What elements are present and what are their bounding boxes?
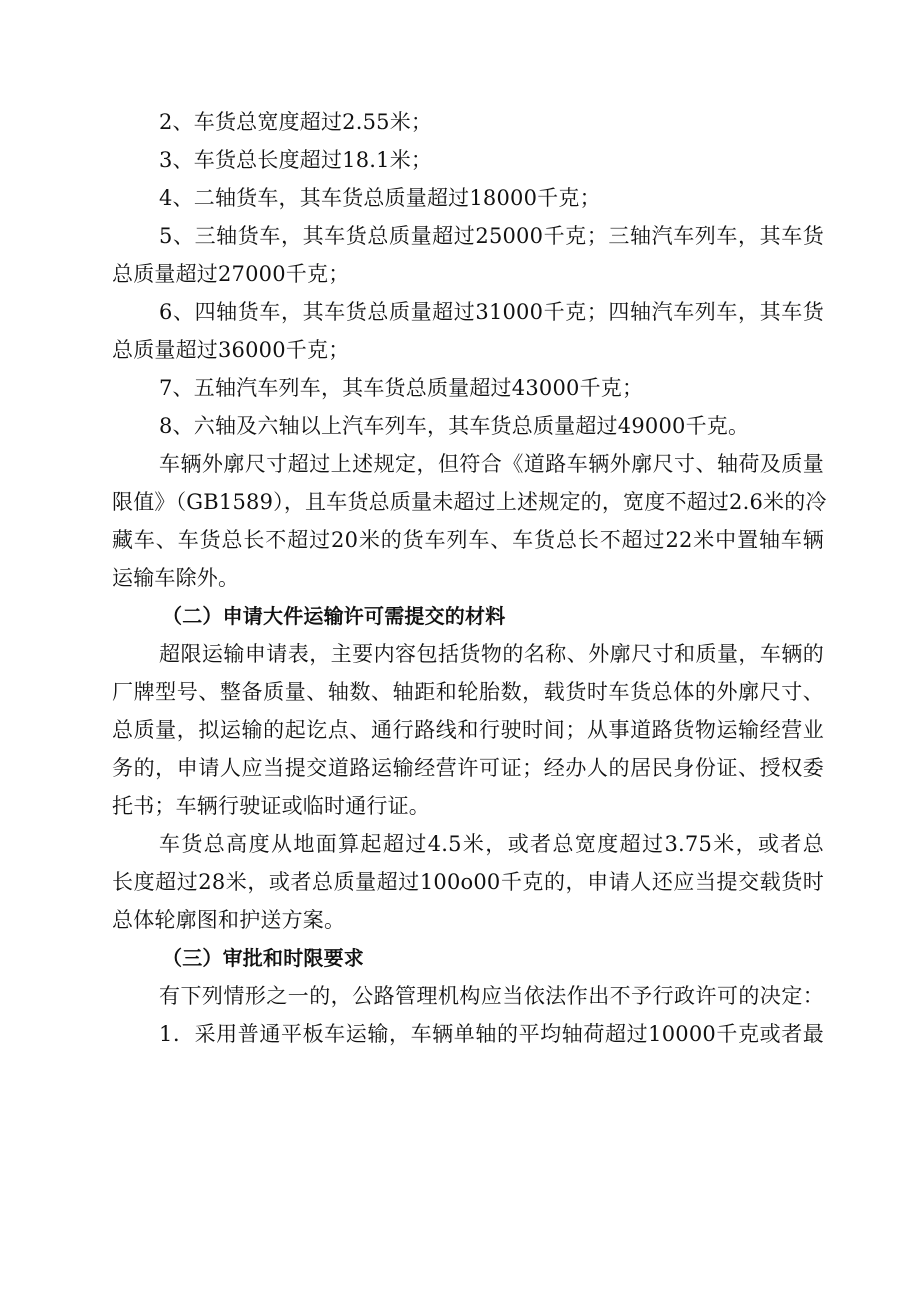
paragraph-oversize-line: 总体轮廓图和护送方案。	[112, 908, 346, 932]
paragraph-oversize-line: 车货总高度从地面算起超过4.5米，或者总宽度超过3.75米，或者总	[159, 832, 824, 856]
list-item-three-axle: 5、三轴货车，其车货总质量超过25000千克；三轴汽车列车，其车货	[159, 224, 824, 248]
paragraph-materials-line: 总质量，拟运输的起讫点、通行路线和行驶时间；从事道路货物运输经营业	[112, 718, 824, 742]
list-item-four-axle-cont: 总质量超过36000千克；	[112, 338, 350, 362]
paragraph-materials-line: 务的，申请人应当提交道路运输经营许可证；经办人的居民身份证、授权委	[112, 756, 824, 780]
section-heading-approval: （三）审批和时限要求	[162, 946, 364, 970]
list-item-length: 3、车货总长度超过18.1米；	[159, 148, 433, 172]
paragraph-exception-line: 藏车、车货总长不超过20米的货车列车、车货总长不超过22米中置轴车辆	[112, 528, 824, 552]
list-item-three-axle-cont: 总质量超过27000千克；	[112, 262, 350, 286]
list-item-flatbed: 1．采用普通平板车运输，车辆单轴的平均轴荷超过10000千克或者最	[159, 1022, 824, 1046]
paragraph-materials-line: 超限运输申请表，主要内容包括货物的名称、外廓尺寸和质量，车辆的	[159, 642, 824, 666]
list-item-six-axle: 8、六轴及六轴以上汽车列车，其车货总质量超过49000千克。	[159, 414, 750, 438]
paragraph-materials-line: 托书；车辆行驶证或临时通行证。	[112, 794, 430, 818]
paragraph-oversize-line: 长度超过28米，或者总质量超过100o00千克的，申请人还应当提交载货时	[112, 870, 824, 894]
document-body	[112, 103, 827, 1053]
section-heading-materials: （二）申请大件运输许可需提交的材料	[162, 604, 506, 628]
list-item-four-axle: 6、四轴货车，其车货总质量超过31000千克；四轴汽车列车，其车货	[159, 300, 824, 324]
paragraph-exception-line: 运输车除外。	[112, 566, 240, 590]
list-item-two-axle: 4、二轴货车，其车货总质量超过18000千克；	[159, 186, 601, 210]
paragraph-approval-line: 有下列情形之一的，公路管理机构应当依法作出不予行政许可的决定：	[159, 984, 824, 1008]
list-item-width: 2、车货总宽度超过2.55米；	[159, 110, 433, 134]
paragraph-exception-line: 车辆外廓尺寸超过上述规定，但符合《道路车辆外廓尺寸、轴荷及质量	[159, 452, 824, 476]
list-item-five-axle: 7、五轴汽车列车，其车货总质量超过43000千克；	[159, 376, 644, 400]
paragraph-exception-line: 限值》（GB1589），且车货总质量未超过上述规定的，宽度不超过2.6米的冷	[112, 490, 827, 514]
paragraph-materials-line: 厂牌型号、整备质量、轴数、轴距和轮胎数，载货时车货总体的外廓尺寸、	[112, 680, 824, 704]
